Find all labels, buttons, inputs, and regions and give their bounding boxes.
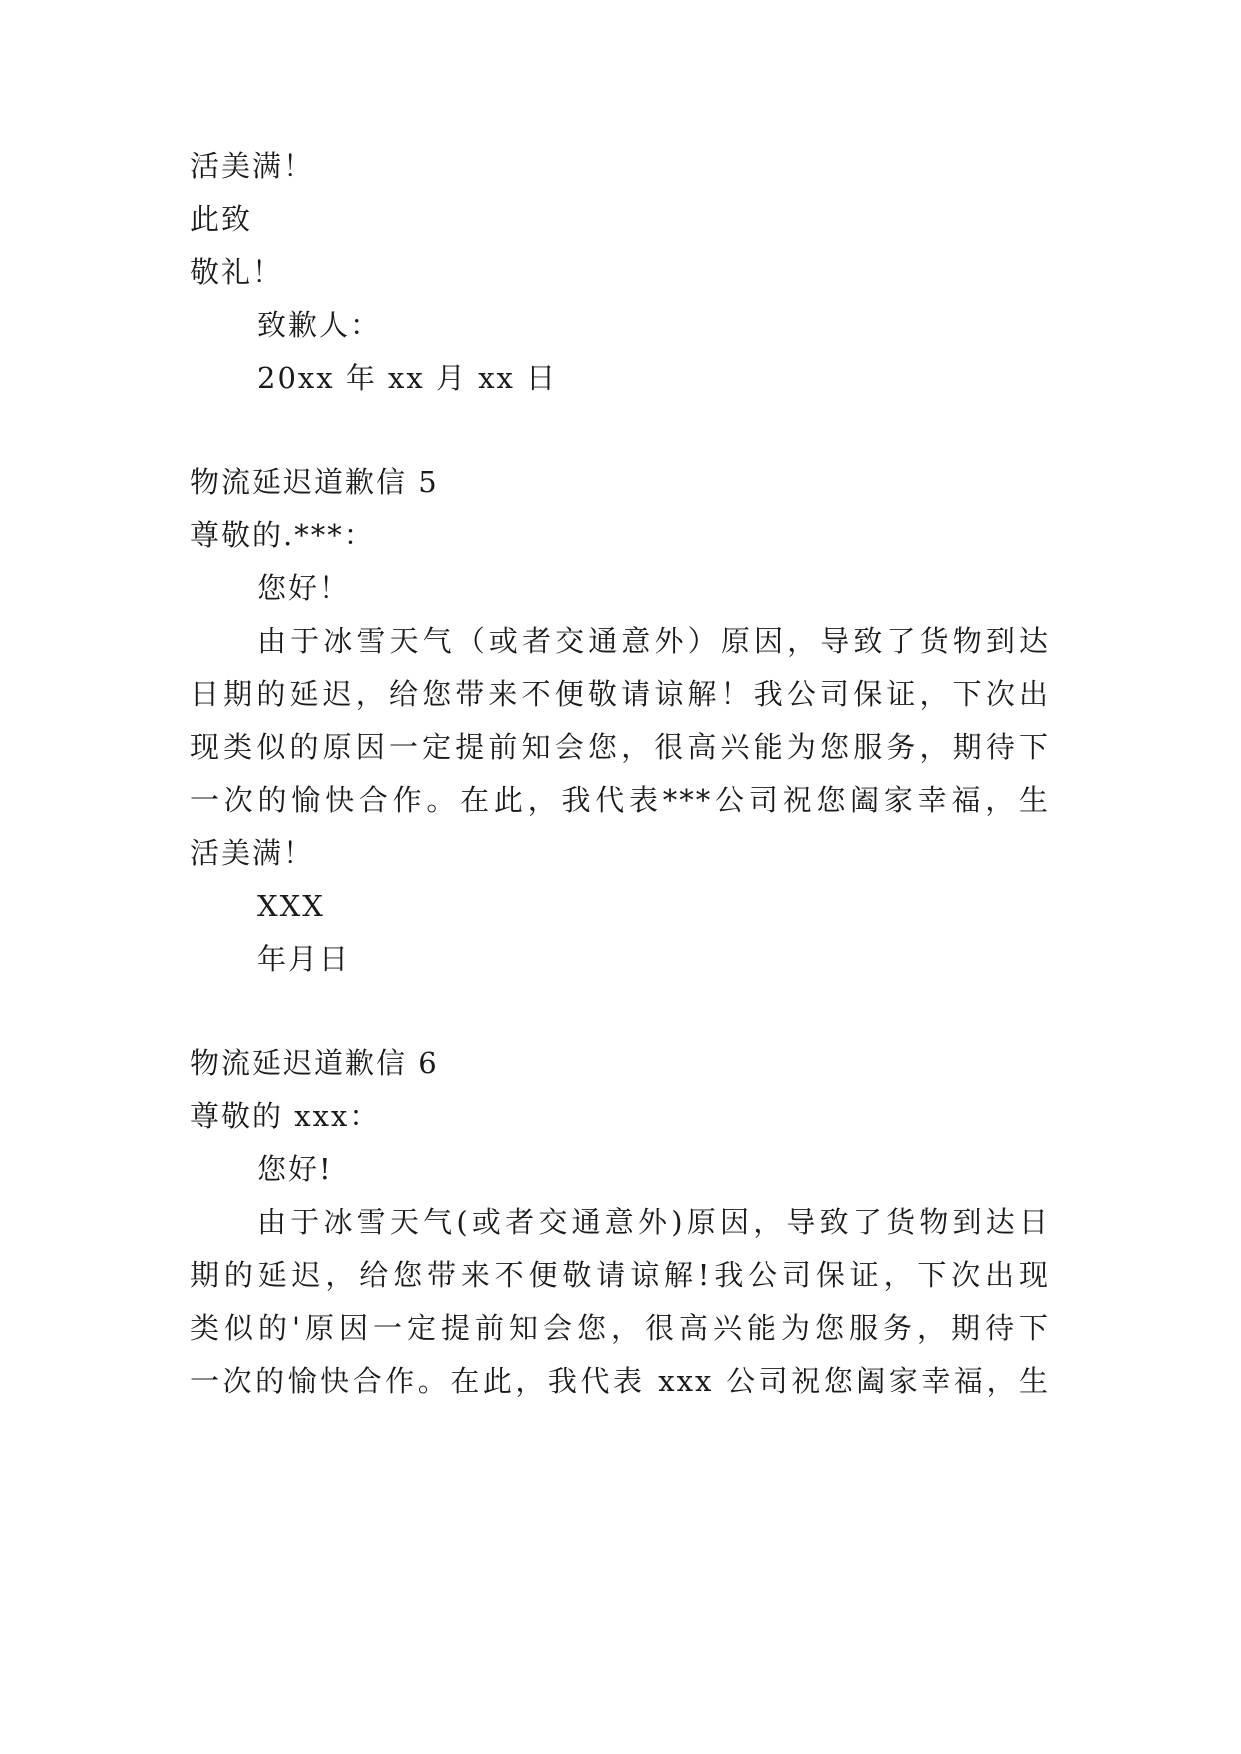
salutation: 尊敬的 xxx：: [190, 1099, 381, 1133]
body-line: 一次的愉快合作。在此，我代表 xxx 公司祝您阖家幸福，生: [190, 1364, 1050, 1398]
greeting: 您好!: [257, 1152, 333, 1186]
signer-label: 致歉人：: [257, 308, 382, 342]
section-heading: 物流延迟道歉信 6: [190, 1046, 439, 1080]
body-line: 日期的延迟，给您带来不便敬请谅解！我公司保证，下次出: [190, 677, 1050, 711]
body-line: 活美满！: [190, 836, 315, 870]
closing-line-2: 敬礼！: [190, 255, 284, 289]
greeting: 您好！: [257, 571, 351, 605]
body-line: 一次的愉快合作。在此，我代表***公司祝您阖家幸福，生: [190, 783, 1050, 817]
letter-date: 20xx 年 xx 月 xx 日: [257, 361, 558, 395]
section-heading: 物流延迟道歉信 5: [190, 465, 439, 499]
letter-date: 年月日: [257, 942, 351, 976]
body-text-end: 活美满！: [190, 149, 315, 183]
signature: XXX: [257, 889, 325, 923]
body-line: 由于冰雪天气(或者交通意外)原因，导致了货物到达日: [257, 1205, 1050, 1239]
body-line: 期的延迟，给您带来不便敬请谅解!我公司保证，下次出现: [190, 1258, 1050, 1292]
body-line: 由于冰雪天气（或者交通意外）原因，导致了货物到达: [257, 624, 1050, 658]
body-line: 现类似的原因一定提前知会您，很高兴能为您服务，期待下: [190, 730, 1050, 764]
closing-line-1: 此致: [190, 202, 253, 236]
salutation: 尊敬的.***：: [190, 518, 375, 552]
body-line: 类似的'原因一定提前知会您，很高兴能为您服务，期待下: [190, 1311, 1050, 1345]
